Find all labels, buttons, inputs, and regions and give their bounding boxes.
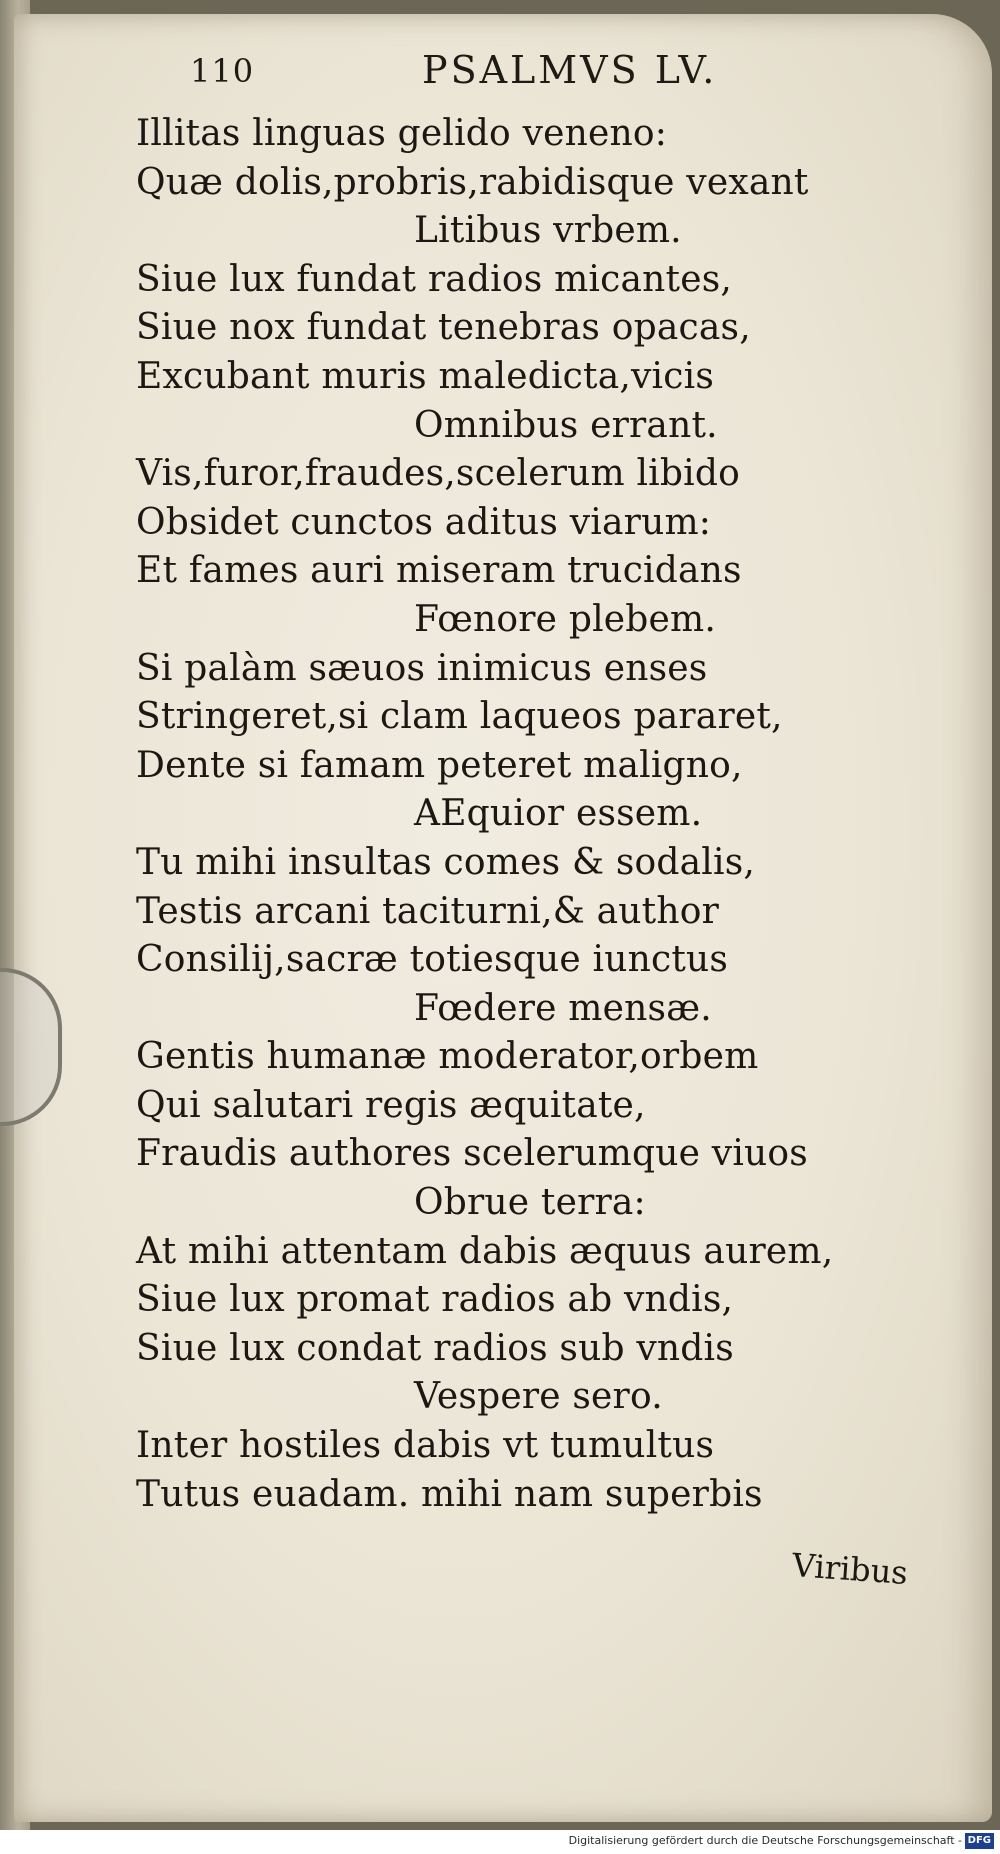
verse-line: Litibus vrbem. — [414, 210, 682, 252]
verse-line: Illitas linguas gelido veneno: — [136, 113, 668, 154]
verse-line: Omnibus errant. — [414, 404, 718, 446]
verse-line: Quæ dolis,probris,rabidisque vexant — [136, 161, 809, 203]
verse-line: Testis arcani taciturni,& author — [136, 890, 720, 932]
verse-line: Dente si famam peteret maligno, — [136, 744, 743, 786]
verse-line: Siue nox fundat tenebras opacas, — [136, 307, 751, 349]
verse-line: Gentis humanæ moderator,orbem — [136, 1036, 759, 1078]
verse-line: Fœnore plebem. — [414, 598, 717, 640]
verse-line: Tu mihi insultas comes & sodalis, — [136, 841, 756, 883]
verse-line: Siue lux promat radios ab vndis, — [136, 1279, 734, 1321]
verse-line: Excubant muris maledicta,vicis — [136, 355, 715, 397]
verse-line: Inter hostiles dabis vt tumultus — [136, 1425, 715, 1467]
verse-line: Si palàm sæuos inimicus enses — [136, 647, 708, 689]
catchword: Viribus — [790, 1546, 910, 1592]
verse-line: Obrue terra: — [414, 1182, 646, 1224]
verse-line: Et fames auri miseram trucidans — [136, 550, 742, 592]
page-number: 110 — [190, 52, 255, 90]
verse-line: Siue lux fundat radios micantes, — [136, 258, 733, 300]
verse-line: Fœdere mensæ. — [414, 987, 712, 1029]
verse-line: Obsidet cunctos aditus viarum: — [136, 501, 712, 543]
verse-line: AEquior essem. — [414, 793, 703, 835]
verse-line: Vis,furor,fraudes,scelerum libido — [136, 453, 740, 495]
verse-line: Stringeret,si clam laqueos pararet, — [136, 696, 783, 738]
verse-line: Vespere sero. — [414, 1376, 663, 1418]
verse-line: Siue lux condat radios sub vndis — [136, 1327, 734, 1369]
funding-credit: Digitalisierung gefördert durch die Deutsche Forschungsgemeinschaft - — [568, 1834, 962, 1847]
verse-line: Fraudis authores scelerumque viuos — [136, 1133, 808, 1175]
dfg-logo: DFG — [965, 1833, 994, 1849]
verse-line: Tutus euadam. mihi nam superbis — [136, 1473, 763, 1515]
running-title: PSALMVS LV. — [422, 48, 718, 92]
psalm-text — [136, 110, 856, 1519]
verse-line: At mihi attentam dabis æquus aurem, — [136, 1230, 834, 1272]
verse-line: Qui salutari regis æquitate, — [136, 1084, 646, 1126]
page-header — [190, 48, 810, 108]
verse-line: Consilij,sacræ totiesque iunctus — [136, 939, 729, 981]
digitization-footer — [0, 1830, 1000, 1854]
